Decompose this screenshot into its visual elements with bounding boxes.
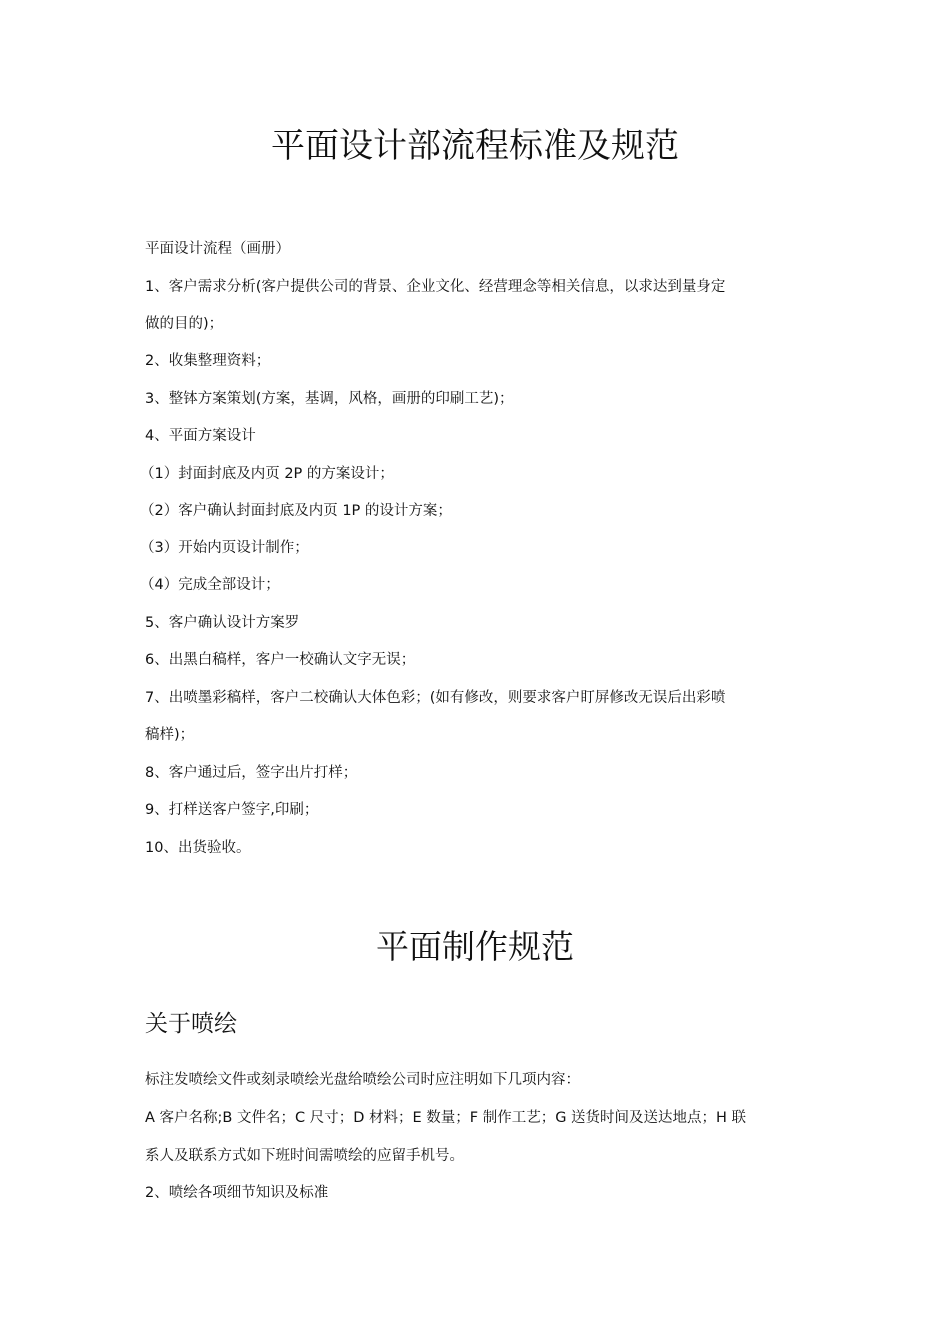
flow-line: 6、出黑白稿样，客户一校确认文字无误；	[145, 652, 416, 668]
flow-line: 4、平面方案设计	[145, 428, 256, 444]
section-title: 平面制作规范	[376, 927, 574, 966]
flow-line: 9、打样送客户签字,印刷；	[145, 802, 319, 818]
flow-subline: （4）完成全部设计；	[140, 577, 280, 593]
flow-line: 稿样)；	[145, 727, 195, 743]
document-title: 平面设计部流程标准及规范	[271, 126, 679, 166]
flow-line: 2、收集整理资料；	[145, 353, 271, 369]
spray-line: 标注发喷绘文件或刻录喷绘光盘给喷绘公司时应注明如下几项内容：	[145, 1072, 580, 1088]
flow-heading: 平面设计流程（画册）	[145, 241, 290, 257]
spray-line: 系人及联系方式如下班时间需喷绘的应留手机号。	[145, 1148, 464, 1164]
spray-line: A 客户名称;B 文件名；C 尺寸；D 材料；E 数量；F 制作工艺；G 送货时间及送达地点；H 联	[145, 1110, 747, 1126]
flow-line: 3、整钵方案策划(方案，基调，风格，画册的印刷工艺)；	[145, 391, 514, 407]
flow-line: 5、客户确认设计方案罗	[145, 615, 300, 631]
flow-line: 8、客户通过后，签字出片打样；	[145, 765, 358, 781]
flow-line: 10、出货验收。	[145, 840, 251, 856]
flow-subline: （2）客户确认封面封底及内页 1P 的设计方案；	[140, 503, 452, 519]
flow-subline: （3）开始内页设计制作；	[140, 540, 309, 556]
flow-line: 做的目的)；	[145, 316, 224, 332]
subsection-title: 关于喷绘	[145, 1011, 237, 1037]
flow-line: 7、出喷墨彩稿样，客户二校确认大体色彩；(如有修改，则要求客户盯屏修改无误后出彩喷	[145, 690, 726, 706]
flow-line: 1、客户需求分析(客户提供公司的背景、企业文化、经营理念等相关信息，以求达到量身定	[145, 279, 726, 295]
spray-line: 2、喷绘各项细节知识及标准	[145, 1185, 329, 1201]
flow-subline: （1）封面封底及内页 2P 的方案设计；	[140, 466, 394, 482]
